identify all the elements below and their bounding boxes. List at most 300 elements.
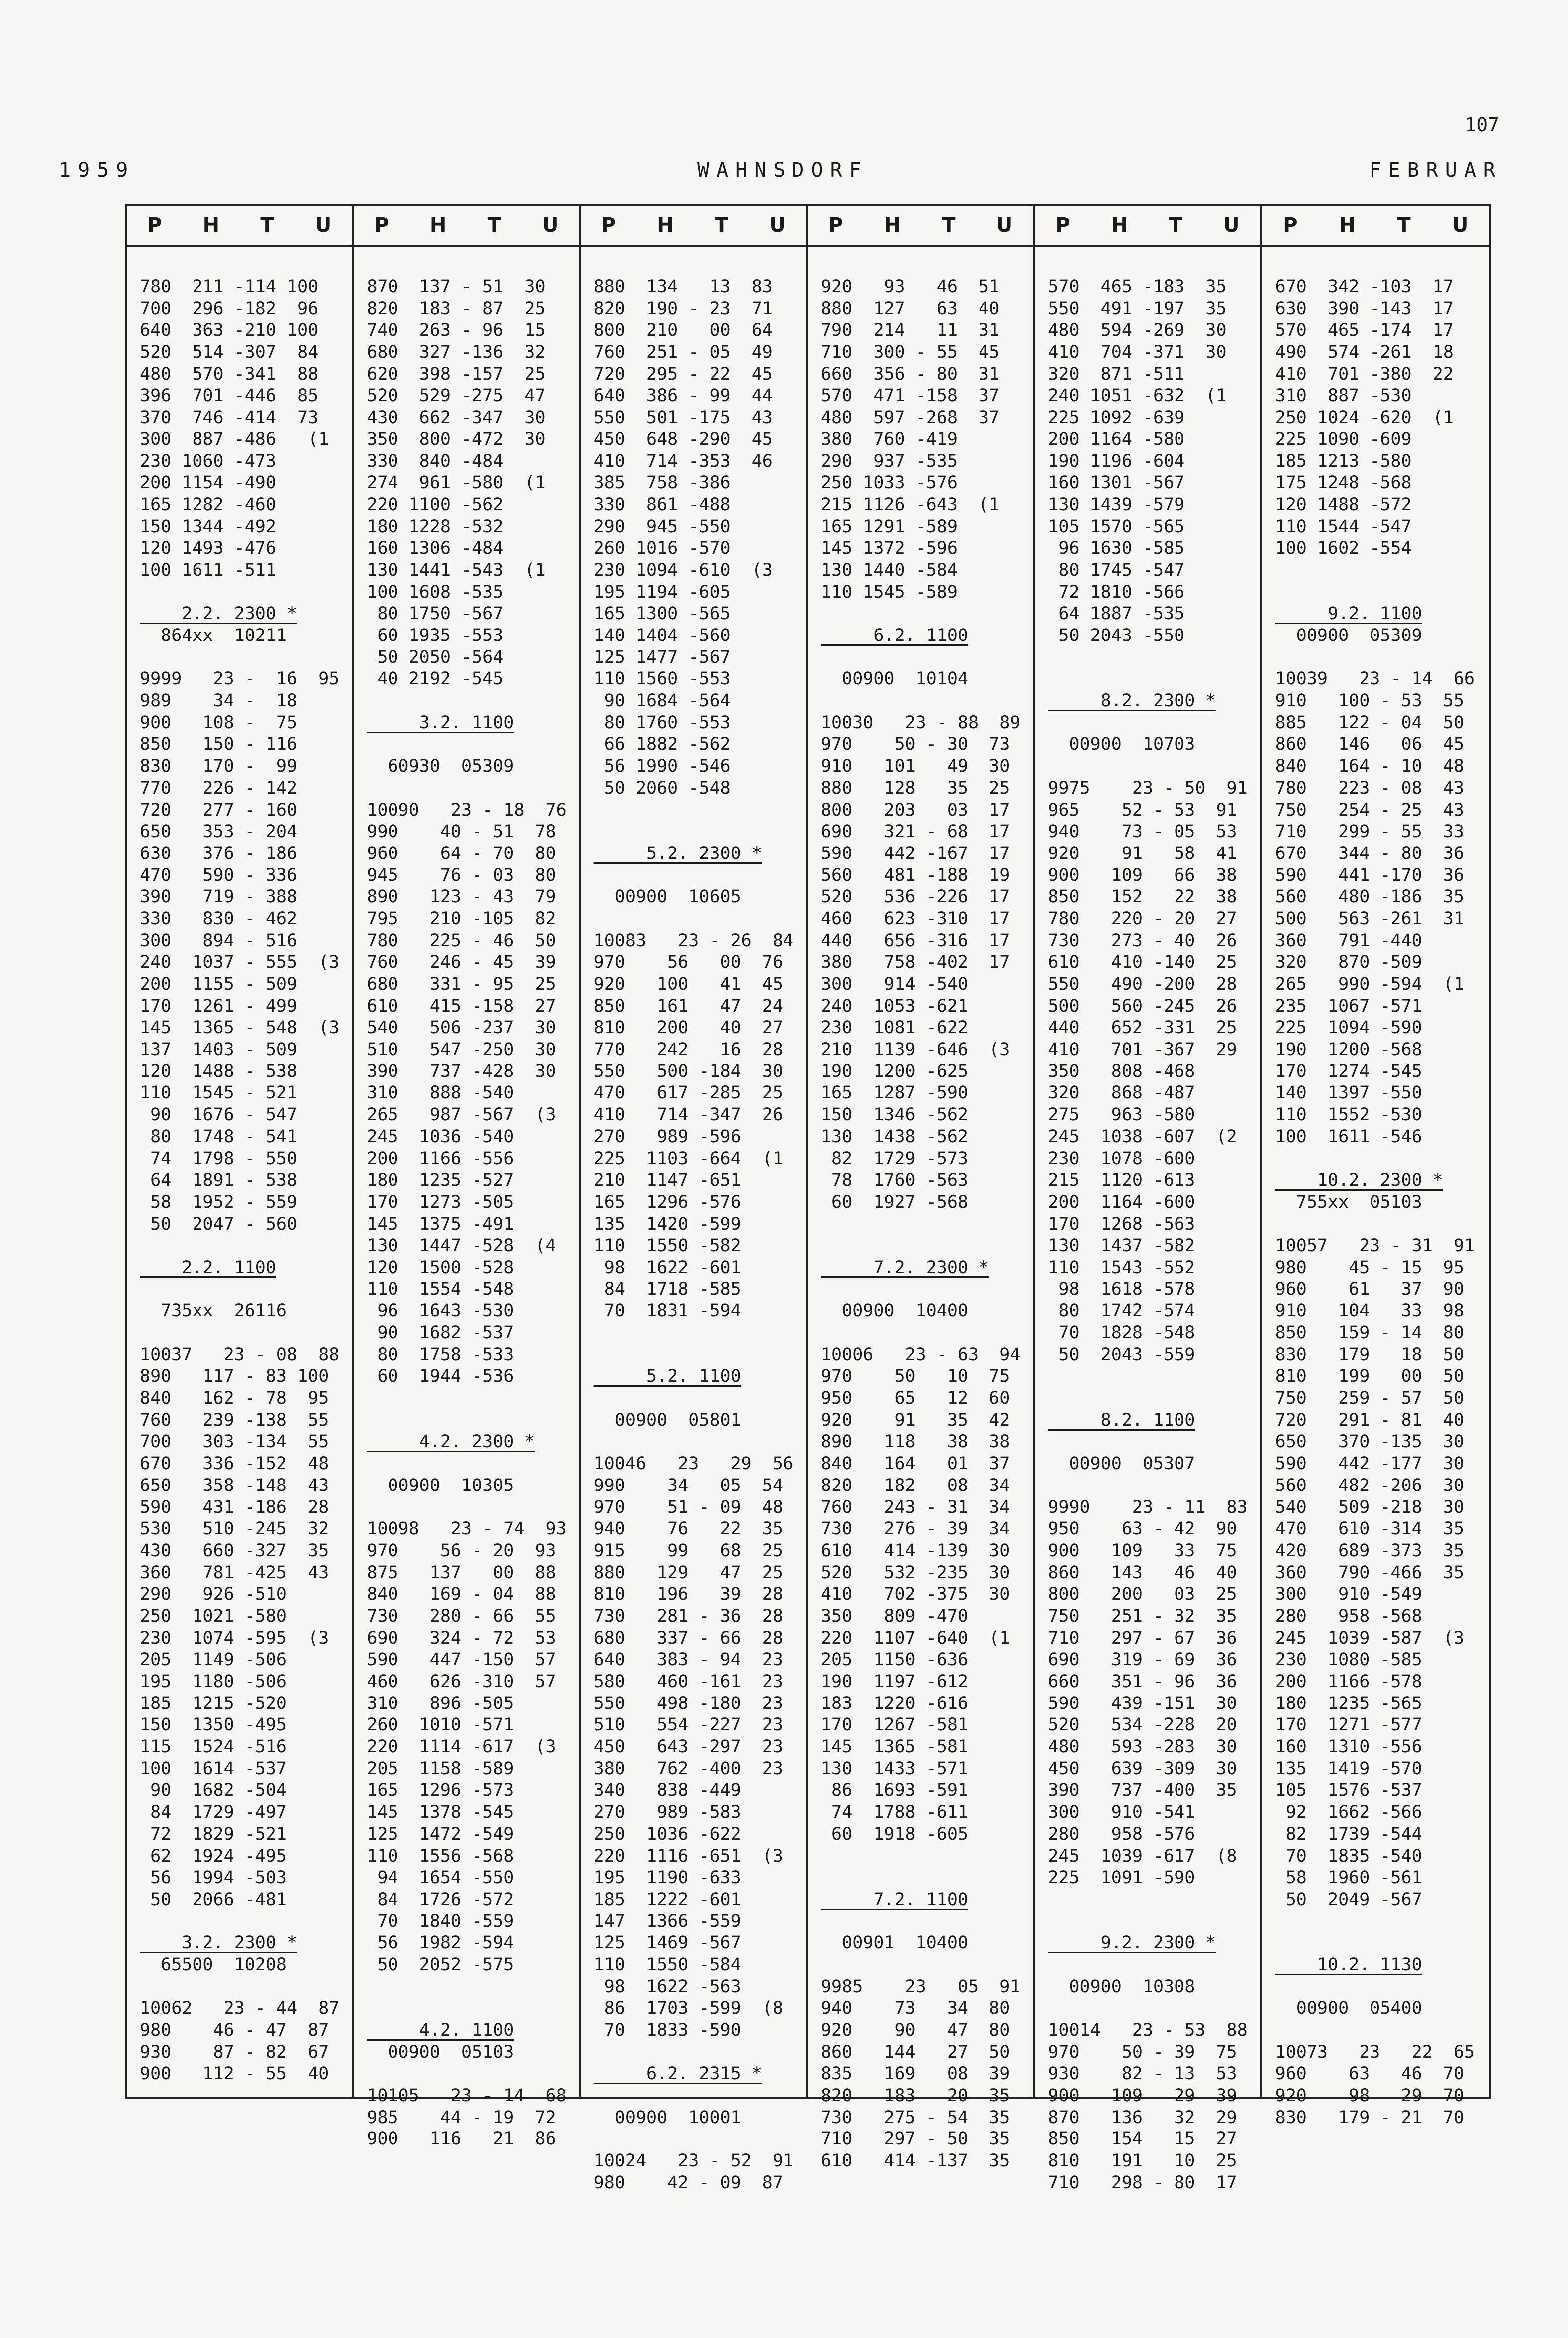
data-line: 370 746 -414 73 xyxy=(140,408,319,428)
data-line: 880 127 63 40 xyxy=(820,298,1000,319)
sounding-header: 6.2. 2315 * xyxy=(593,2064,762,2084)
data-line: 780 225 - 46 50 xyxy=(367,930,556,951)
data-line: 690 324 - 72 53 xyxy=(367,1628,556,1648)
sounding-header: 6.2. 1100 xyxy=(820,626,968,645)
header-t: T xyxy=(1169,214,1182,237)
data-line: 920 90 47 80 xyxy=(820,2020,1010,2040)
data-line: 70 1828 -548 xyxy=(1048,1323,1195,1343)
table-column-1 xyxy=(127,206,354,2097)
data-line: 70 1835 -540 xyxy=(1275,1846,1422,1866)
data-line: 10090 23 - 18 76 xyxy=(367,800,567,820)
data-line: 390 719 - 388 xyxy=(140,887,298,907)
data-line: 720 295 - 22 45 xyxy=(593,364,773,384)
data-line: 94 1654 -550 xyxy=(367,1868,514,1888)
data-line xyxy=(140,647,347,669)
header-h: H xyxy=(1111,214,1128,237)
data-line: 10024 23 - 52 91 xyxy=(593,2151,794,2171)
data-line: 750 251 - 32 35 xyxy=(1048,1606,1237,1626)
data-line: 230 1080 -585 xyxy=(1275,1650,1422,1670)
data-line: 170 1268 -563 xyxy=(1048,1214,1195,1234)
data-line: 940 73 34 80 xyxy=(820,1998,1010,2019)
data-line: 130 1447 -528 (4 xyxy=(367,1236,556,1256)
data-line: 750 259 - 57 50 xyxy=(1275,1388,1464,1409)
data-table xyxy=(125,204,1491,2193)
data-line: 760 251 - 05 49 xyxy=(593,342,773,363)
data-line: 880 128 35 25 xyxy=(820,778,1010,798)
data-line: 590 447 -150 57 xyxy=(367,1650,556,1670)
data-line: 920 98 29 70 xyxy=(1275,2086,1464,2106)
data-line: 110 1556 -568 xyxy=(367,1846,514,1866)
data-line: 165 1291 -589 xyxy=(820,516,958,537)
data-line: 910 100 - 53 55 xyxy=(1275,691,1464,711)
data-line: 470 590 - 336 xyxy=(140,865,298,885)
header-h: H xyxy=(1339,214,1356,237)
data-line xyxy=(140,1911,347,1933)
data-line: 490 574 -261 18 xyxy=(1275,342,1454,363)
data-line: 850 152 22 38 xyxy=(1048,887,1237,907)
header-u: U xyxy=(996,214,1013,237)
data-line: 500 560 -245 26 xyxy=(1048,996,1237,1016)
data-line: 980 42 - 09 87 xyxy=(593,2172,783,2193)
data-line: 830 179 - 21 70 xyxy=(1275,2107,1464,2127)
data-line: 730 276 - 39 34 xyxy=(820,1519,1010,1539)
data-line: 460 626 -310 57 xyxy=(367,1672,556,1692)
data-line: 985 44 - 19 72 xyxy=(367,2107,556,2127)
data-line xyxy=(367,1497,574,1519)
data-line: 70 1831 -594 xyxy=(593,1301,741,1321)
data-line: 890 118 38 38 xyxy=(820,1432,1010,1452)
data-line: 160 1310 -556 xyxy=(1275,1737,1422,1757)
data-line: 630 390 -143 17 xyxy=(1275,298,1454,319)
data-line: 410 704 -371 30 xyxy=(1048,342,1227,363)
data-line: 225 1103 -664 (1 xyxy=(593,1148,783,1169)
data-line: 930 87 - 82 67 xyxy=(140,2042,329,2062)
data-line: 840 164 - 10 48 xyxy=(1275,756,1464,777)
data-line: 185 1213 -580 xyxy=(1275,451,1412,471)
data-line: 160 1301 -567 xyxy=(1048,473,1185,493)
data-line xyxy=(821,603,1028,625)
data-line: 620 398 -157 25 xyxy=(367,364,546,384)
data-line: 396 701 -446 85 xyxy=(140,386,319,406)
sounding-header: 10.2. 2300 * xyxy=(1275,1170,1443,1191)
data-line xyxy=(1275,647,1484,669)
data-line: 230 1074 -595 (3 xyxy=(140,1628,329,1648)
column-body xyxy=(1262,247,1489,2128)
data-line: 710 299 - 55 33 xyxy=(1275,822,1464,842)
data-line: 890 117 - 83 100 xyxy=(140,1366,329,1387)
data-line: 245 1039 -587 (3 xyxy=(1275,1628,1464,1648)
data-line: 510 554 -227 23 xyxy=(593,1715,783,1735)
data-line: 970 56 - 20 93 xyxy=(367,1540,556,1561)
data-line: 265 987 -567 (3 xyxy=(367,1105,556,1125)
data-line: 610 414 -139 30 xyxy=(820,1540,1010,1561)
data-line: 62 1924 -495 xyxy=(140,1846,287,1866)
data-line: 58 1952 - 559 xyxy=(140,1192,298,1212)
data-line: 470 617 -285 25 xyxy=(593,1083,783,1103)
data-line: 680 337 - 66 28 xyxy=(593,1628,783,1648)
data-line: 910 101 49 30 xyxy=(820,756,1010,777)
data-line: 50 2043 -550 xyxy=(1048,626,1185,645)
data-line: 110 1545 -589 xyxy=(820,582,958,602)
data-line: 147 1366 -559 xyxy=(593,1911,741,1931)
data-line: 380 762 -400 23 xyxy=(593,1758,783,1779)
data-line: 880 129 47 25 xyxy=(593,1562,783,1583)
column-body xyxy=(127,247,352,2085)
data-line xyxy=(821,1279,1028,1301)
data-line: 110 1545 - 521 xyxy=(140,1083,298,1103)
data-line: 650 353 - 204 xyxy=(140,822,298,842)
data-line: 880 134 13 83 xyxy=(593,277,773,297)
data-line: 130 1438 -562 xyxy=(820,1126,968,1147)
data-line: 110 1552 -530 xyxy=(1275,1105,1422,1125)
data-line: 820 190 - 23 71 xyxy=(593,298,773,319)
data-line: 9985 23 05 91 xyxy=(820,1976,1021,1997)
data-line: 770 226 - 142 xyxy=(140,778,298,798)
data-line: 90 1684 -564 xyxy=(593,691,731,711)
data-line xyxy=(1048,1954,1255,1976)
header-p: P xyxy=(1055,214,1070,237)
data-line: 680 327 -136 32 xyxy=(367,342,546,363)
data-line: 640 386 - 99 44 xyxy=(593,386,773,406)
data-line: 970 50 10 75 xyxy=(820,1366,1010,1387)
data-line: 260 1010 -571 xyxy=(367,1715,514,1735)
data-line: 110 1544 -547 xyxy=(1275,516,1412,537)
data-line: 74 1788 -611 xyxy=(820,1802,968,1823)
data-line: 96 1630 -585 xyxy=(1048,538,1185,559)
data-line: 720 277 - 160 xyxy=(140,800,298,820)
data-line: 180 1228 -532 xyxy=(367,516,504,537)
data-line: 750 254 - 25 43 xyxy=(1275,800,1464,820)
data-line: 610 414 -137 35 xyxy=(820,2151,1010,2171)
data-line: 330 861 -488 xyxy=(593,494,731,515)
data-line: 145 1378 -545 xyxy=(367,1802,514,1823)
data-line: 210 1147 -651 xyxy=(593,1170,741,1191)
data-line: 320 868 -487 xyxy=(1048,1083,1195,1103)
data-line: 830 179 18 50 xyxy=(1275,1344,1464,1365)
data-line: 130 1439 -579 xyxy=(1048,494,1185,515)
data-line: 80 1745 -547 xyxy=(1048,560,1185,580)
header-u: U xyxy=(1223,214,1240,237)
data-line: 98 1622 -601 xyxy=(593,1257,741,1277)
data-line: 440 656 -316 17 xyxy=(820,930,1010,951)
data-line: 760 246 - 45 39 xyxy=(367,952,556,973)
data-line: 960 61 37 90 xyxy=(1275,1279,1464,1299)
data-line: 00900 10400 xyxy=(820,1301,968,1321)
data-line: 58 1960 -561 xyxy=(1275,1868,1422,1888)
data-line: 10037 23 - 08 88 xyxy=(140,1344,340,1365)
column-body xyxy=(1035,247,1260,2194)
header-year: 1959 xyxy=(59,159,135,182)
data-line: 80 1742 -574 xyxy=(1048,1301,1195,1321)
data-line: 245 1036 -540 xyxy=(367,1126,514,1147)
data-line: 10083 23 - 26 84 xyxy=(593,930,794,951)
data-line xyxy=(367,1976,574,1998)
sounding-header: 7.2. 1100 xyxy=(820,1889,968,1910)
data-line: 50 2060 -548 xyxy=(593,778,731,798)
data-line: 755xx 05103 xyxy=(1275,1192,1422,1212)
data-line: 125 1469 -567 xyxy=(593,1933,741,1953)
data-line: 510 547 -250 30 xyxy=(367,1040,556,1060)
sounding-header: 9.2. 1100 xyxy=(1275,604,1422,624)
data-line: 145 1372 -596 xyxy=(820,538,958,559)
data-line: 00900 05400 xyxy=(1275,1998,1422,2019)
data-line: 200 1154 -490 xyxy=(140,473,276,493)
sounding-header: 5.2. 2300 * xyxy=(593,843,762,863)
data-line: 820 182 08 34 xyxy=(820,1475,1010,1495)
data-line: 810 191 10 25 xyxy=(1048,2151,1237,2171)
column-header xyxy=(581,206,806,247)
data-line xyxy=(367,1410,574,1432)
data-line: 410 702 -375 30 xyxy=(820,1584,1010,1605)
data-line: 730 273 - 40 26 xyxy=(1048,930,1237,951)
data-line: 440 652 -331 25 xyxy=(1048,1018,1237,1038)
data-line: 980 45 - 15 95 xyxy=(1275,1257,1464,1277)
data-line: 670 344 - 80 36 xyxy=(1275,843,1464,863)
data-line: 640 363 -210 100 xyxy=(140,320,319,341)
column-header xyxy=(808,206,1033,247)
data-line xyxy=(140,1235,347,1257)
data-line: 190 1200 -625 xyxy=(820,1061,968,1081)
data-line: 990 40 - 51 78 xyxy=(367,822,556,842)
data-line: 450 643 -297 23 xyxy=(593,1737,783,1757)
data-line: 270 989 -596 xyxy=(593,1126,741,1147)
data-line: 225 1091 -590 xyxy=(1048,1868,1195,1888)
column-header xyxy=(127,206,352,247)
data-line: 480 597 -268 37 xyxy=(820,408,1000,428)
data-line: 130 1437 -582 xyxy=(1048,1236,1195,1256)
data-line xyxy=(821,1322,1028,1344)
data-line xyxy=(367,2063,574,2085)
data-line: 570 465 -174 17 xyxy=(1275,320,1454,341)
data-line: 410 714 -353 46 xyxy=(593,451,773,471)
data-line: 420 689 -373 35 xyxy=(1275,1540,1464,1561)
data-line: 70 1833 -590 xyxy=(593,2020,741,2040)
data-line: 200 1155 - 509 xyxy=(140,974,298,994)
data-line xyxy=(1275,1148,1484,1170)
data-line: 250 1033 -576 xyxy=(820,473,958,493)
data-line: 410 701 -380 22 xyxy=(1275,364,1454,384)
data-line: 300 914 -540 xyxy=(820,974,968,994)
data-line: 92 1662 -566 xyxy=(1275,1802,1422,1823)
data-line: 690 319 - 69 36 xyxy=(1048,1650,1237,1670)
data-line: 86 1693 -591 xyxy=(820,1780,968,1801)
data-line: 170 1261 - 499 xyxy=(140,996,298,1016)
data-line: 110 1543 -552 xyxy=(1048,1257,1195,1277)
data-line: 183 1220 -616 xyxy=(820,1693,968,1713)
data-line: 520 536 -226 17 xyxy=(820,887,1010,907)
data-line: 640 383 - 94 23 xyxy=(593,1650,783,1670)
data-line: 650 370 -135 30 xyxy=(1275,1432,1464,1452)
data-line: 550 490 -200 28 xyxy=(1048,974,1237,994)
data-line: 78 1760 -563 xyxy=(820,1170,968,1191)
data-line xyxy=(821,1911,1028,1933)
header-month: FEBRUAR xyxy=(1369,159,1502,182)
data-line: 310 887 -530 xyxy=(1275,386,1412,406)
data-line: 850 154 15 27 xyxy=(1048,2129,1237,2149)
column-body xyxy=(808,247,1033,2172)
data-line: 245 1038 -607 (2 xyxy=(1048,1126,1237,1147)
data-line: 10039 23 - 14 66 xyxy=(1275,669,1475,689)
data-line xyxy=(594,2042,801,2064)
data-line: 50 2052 -575 xyxy=(367,1954,514,1975)
data-line: 890 123 - 43 79 xyxy=(367,887,556,907)
data-line: 350 800 -472 30 xyxy=(367,429,546,449)
data-line: 130 1433 -571 xyxy=(820,1758,968,1779)
data-line: 850 150 - 116 xyxy=(140,734,298,755)
data-line: 910 104 33 98 xyxy=(1275,1301,1464,1321)
data-line: 180 1235 -527 xyxy=(367,1170,514,1191)
data-line: 380 758 -402 17 xyxy=(820,952,1010,973)
data-line: 520 514 -307 84 xyxy=(140,342,319,363)
data-line: 105 1570 -565 xyxy=(1048,516,1185,537)
data-line: 320 871 -511 xyxy=(1048,364,1185,384)
sounding-header: 5.2. 1100 xyxy=(593,1366,741,1387)
header-p: P xyxy=(374,214,389,237)
data-line: 840 162 - 78 95 xyxy=(140,1388,329,1409)
data-line: 740 263 - 96 15 xyxy=(367,320,546,341)
data-line: 105 1576 -537 xyxy=(1275,1780,1422,1801)
data-line: 74 1798 - 550 xyxy=(140,1148,298,1169)
data-line: 900 109 33 75 xyxy=(1048,1540,1237,1561)
data-line: 84 1726 -572 xyxy=(367,1889,514,1910)
data-line: 945 76 - 03 80 xyxy=(367,865,556,885)
data-line: 965 52 - 53 91 xyxy=(1048,800,1237,820)
data-line: 700 303 -134 55 xyxy=(140,1432,329,1452)
data-line: 82 1729 -573 xyxy=(820,1148,968,1169)
data-line xyxy=(594,2085,801,2107)
data-line: 350 809 -470 xyxy=(820,1606,968,1626)
data-line: 10073 23 22 65 xyxy=(1275,2042,1475,2062)
page-number: 107 xyxy=(1465,114,1499,136)
data-line: 410 701 -367 29 xyxy=(1048,1040,1237,1060)
data-line: 700 296 -182 96 xyxy=(140,298,319,319)
data-line xyxy=(1275,1911,1484,1933)
data-line: 590 442 -167 17 xyxy=(820,843,1010,863)
header-p: P xyxy=(147,214,162,237)
data-line: 10030 23 - 88 89 xyxy=(820,712,1021,733)
data-line xyxy=(367,690,574,712)
data-line: 98 1622 -563 xyxy=(593,1976,741,1997)
data-line: 720 291 - 81 40 xyxy=(1275,1410,1464,1430)
data-line xyxy=(1048,712,1255,734)
data-line: 780 220 - 20 27 xyxy=(1048,908,1237,929)
data-line: 670 342 -103 17 xyxy=(1275,277,1454,297)
data-line: 200 1164 -600 xyxy=(1048,1192,1195,1212)
data-line: 320 870 -509 xyxy=(1275,952,1422,973)
data-line: 835 169 08 39 xyxy=(820,2064,1010,2084)
data-line: 60 1918 -605 xyxy=(820,1824,968,1844)
data-line: 140 1397 -550 xyxy=(1275,1083,1422,1103)
data-line: 970 51 - 09 48 xyxy=(593,1497,783,1517)
data-line: 84 1729 -497 xyxy=(140,1802,287,1823)
data-line: 205 1158 -589 xyxy=(367,1758,514,1779)
data-line: 300 887 -486 (1 xyxy=(140,429,329,449)
data-line: 780 211 -114 100 xyxy=(140,277,319,297)
data-line: 970 50 - 30 73 xyxy=(820,734,1010,755)
data-line: 560 481 -188 19 xyxy=(820,865,1010,885)
data-line: 730 280 - 66 55 xyxy=(367,1606,556,1626)
data-line: 310 896 -505 xyxy=(367,1693,514,1713)
data-line: 610 410 -140 25 xyxy=(1048,952,1237,973)
table-column-5 xyxy=(1035,206,1262,2193)
data-line xyxy=(821,1235,1028,1257)
data-line: 220 1107 -640 (1 xyxy=(820,1628,1010,1648)
data-line: 610 415 -158 27 xyxy=(367,996,556,1016)
data-line: 100 1611 -511 xyxy=(140,560,276,580)
data-line: 98 1618 -578 xyxy=(1048,1279,1195,1299)
data-line: 230 1094 -610 (3 xyxy=(593,560,773,580)
data-line: 735xx 26116 xyxy=(140,1301,287,1321)
data-line: 470 610 -314 35 xyxy=(1275,1519,1464,1539)
data-line xyxy=(140,1976,347,1998)
data-line: 64 1887 -535 xyxy=(1048,604,1185,624)
data-line: 10105 23 - 14 68 xyxy=(367,2086,567,2106)
data-line: 195 1190 -633 xyxy=(593,1868,741,1888)
data-line: 00900 05309 xyxy=(1275,626,1422,645)
data-line: 00900 10703 xyxy=(1048,734,1195,755)
data-line: 280 958 -576 xyxy=(1048,1824,1195,1844)
data-line: 810 199 00 50 xyxy=(1275,1366,1464,1387)
data-line: 580 460 -161 23 xyxy=(593,1672,783,1692)
data-line: 205 1150 -636 xyxy=(820,1650,968,1670)
data-line: 920 93 46 51 xyxy=(820,277,1000,297)
data-line: 760 243 - 31 34 xyxy=(820,1497,1010,1517)
data-line xyxy=(367,1998,574,2020)
data-line: 730 275 - 54 35 xyxy=(820,2107,1010,2127)
data-line: 900 112 - 55 40 xyxy=(140,2064,329,2084)
data-line xyxy=(821,1846,1028,1868)
data-line: 10062 23 - 44 87 xyxy=(140,1998,340,2019)
data-line: 60 1927 -568 xyxy=(820,1192,968,1212)
header-u: U xyxy=(1452,214,1469,237)
data-line: 570 465 -183 35 xyxy=(1048,277,1227,297)
data-line: 630 376 - 186 xyxy=(140,843,298,863)
data-line: 864xx 10211 xyxy=(140,626,287,645)
data-line: 390 737 -428 30 xyxy=(367,1061,556,1081)
data-line: 96 1643 -530 xyxy=(367,1301,514,1321)
data-line: 00901 10400 xyxy=(820,1933,968,1953)
data-line: 300 910 -549 xyxy=(1275,1584,1422,1605)
data-line: 360 790 -466 35 xyxy=(1275,1562,1464,1583)
data-line: 300 910 -541 xyxy=(1048,1802,1195,1823)
data-line: 430 660 -327 35 xyxy=(140,1540,329,1561)
data-line: 140 1404 -560 xyxy=(593,626,731,645)
data-line: 9999 23 - 16 95 xyxy=(140,669,340,689)
data-line: 500 563 -261 31 xyxy=(1275,908,1464,929)
data-line: 275 963 -580 xyxy=(1048,1105,1195,1125)
data-line: 66 1882 -562 xyxy=(593,734,731,755)
data-line: 245 1039 -617 (8 xyxy=(1048,1846,1237,1866)
data-line: 00900 05801 xyxy=(593,1410,741,1430)
data-line: 230 1060 -473 xyxy=(140,451,276,471)
data-line: 185 1215 -520 xyxy=(140,1693,287,1713)
data-line xyxy=(367,1453,574,1475)
data-line: 850 159 - 14 80 xyxy=(1275,1323,1464,1343)
data-line: 195 1180 -506 xyxy=(140,1672,287,1692)
column-header xyxy=(1262,206,1489,247)
data-line: 9975 23 - 50 91 xyxy=(1048,778,1248,798)
data-line: 125 1477 -567 xyxy=(593,647,731,667)
data-line: 130 1441 -543 (1 xyxy=(367,560,546,580)
data-line: 90 1682 -504 xyxy=(140,1780,287,1801)
data-line: 170 1274 -545 xyxy=(1275,1061,1422,1081)
data-line: 240 1037 - 555 (3 xyxy=(140,952,340,973)
data-line xyxy=(594,1344,801,1366)
data-line: 225 1092 -639 xyxy=(1048,408,1185,428)
data-line: 810 196 39 28 xyxy=(593,1584,783,1605)
data-line: 660 351 - 96 36 xyxy=(1048,1672,1237,1692)
data-line: 10057 23 - 31 91 xyxy=(1275,1236,1475,1256)
